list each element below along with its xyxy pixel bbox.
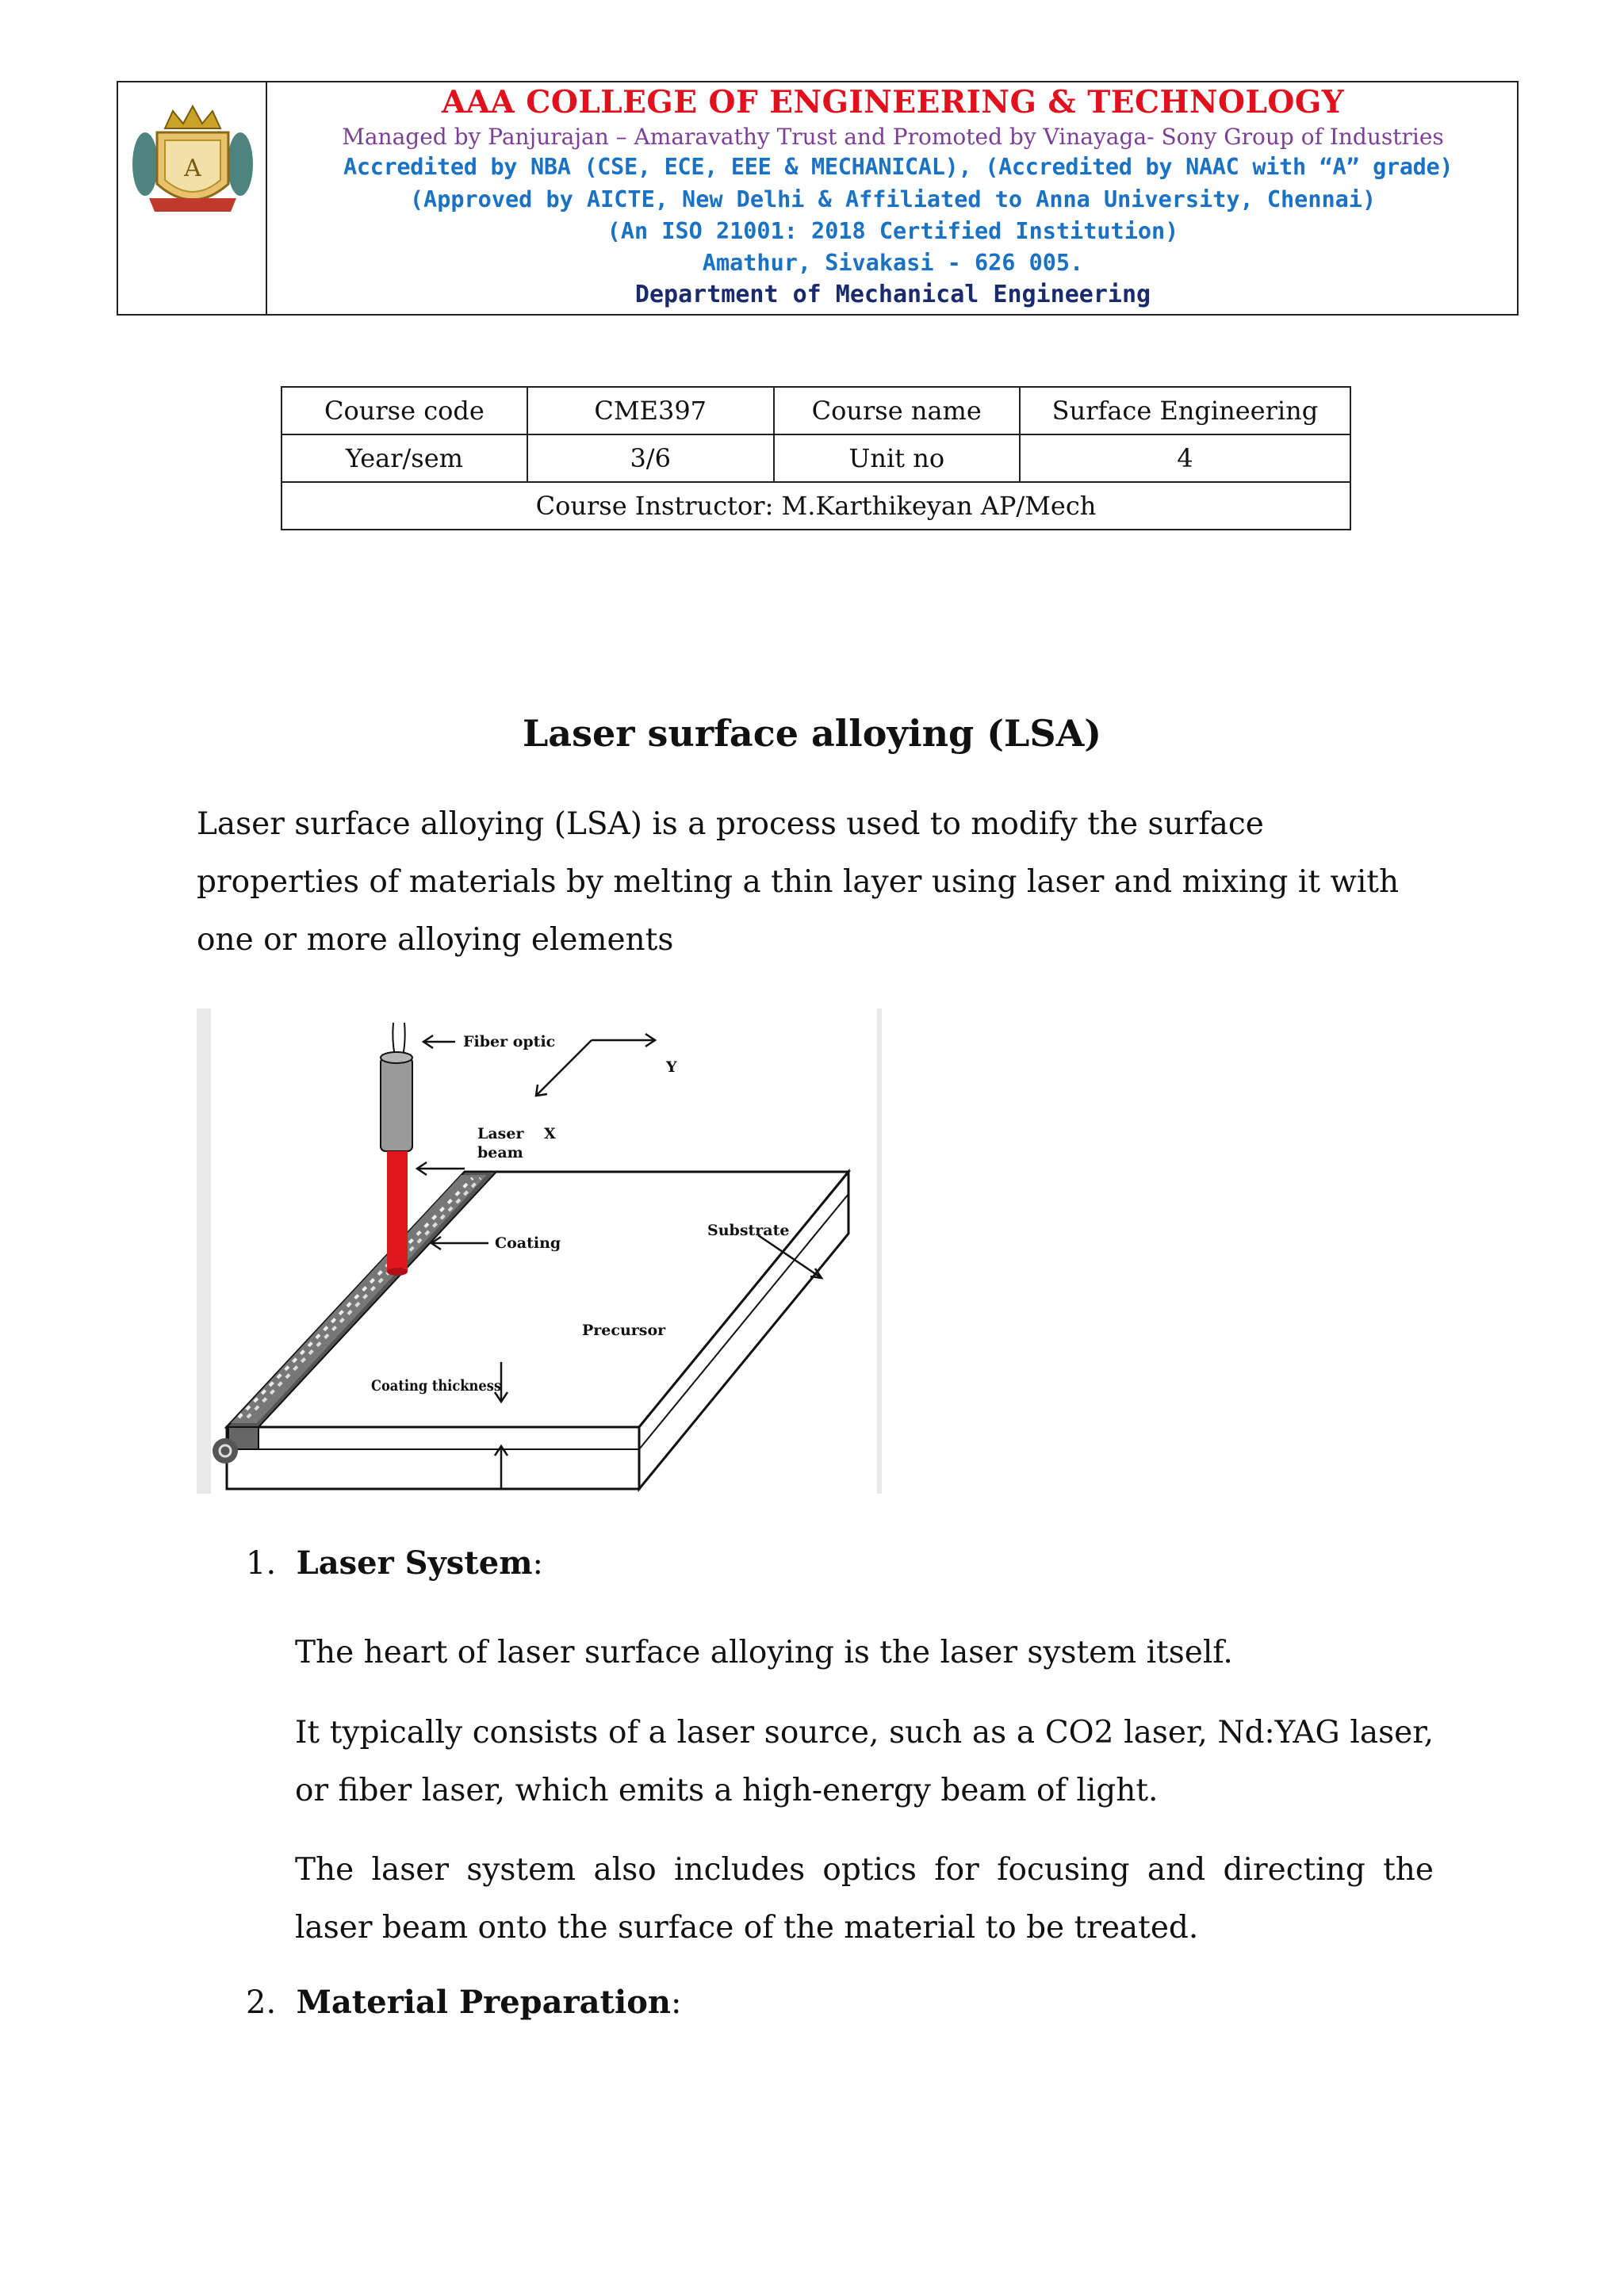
course-info-table [281,386,1351,530]
course-name-value: Surface Engineering [1020,387,1350,434]
managed-by: Managed by Panjurajan – Amaravathy Trust and Promoted by Vinayaga- Sony Group of Industries [342,124,1444,150]
accreditation: Accredited by NBA (CSE, ECE, EEE & MECHANICAL), (Accredited by NAAC with “A” grade) [343,154,1454,180]
label-coating: Coating [495,1234,561,1252]
table-row [282,387,1350,434]
page-title: Laser surface alloying (LSA) [522,712,1102,755]
list-number: 1. [246,1545,277,1582]
course-code-value: CME397 [527,387,774,434]
camera-icon [213,1438,238,1464]
approval: (Approved by AICTE, New Delhi & Affiliated to Anna University, Chennai) [409,186,1377,212]
label-axis-y: Y [666,1058,677,1076]
college-header [117,81,1519,316]
table-row [282,434,1350,482]
label-precursor: Precursor [582,1322,666,1339]
table-row [282,482,1350,530]
lsa-diagram [197,1008,882,1494]
label-coating-thickness: Coating thickness [371,1377,501,1395]
list-heading: Material Preparation [296,1984,671,2021]
label-fiber-optic: Fiber optic [463,1033,556,1050]
logo-cell [118,82,267,314]
paragraph: The laser system also includes optics for focusing and directing the laser beam onto the surface of the material to be treated. [295,1852,1434,1946]
paragraph: The heart of laser surface alloying is the laser system itself. [295,1635,1233,1670]
unit-label: Unit no [774,434,1020,482]
laser-beam [387,1151,408,1272]
intro-paragraph: Laser surface alloying (LSA) is a process used to modify the surface properties of materials by melting a thin layer using laser and mixing it with one or more alloying elements [197,806,1400,958]
course-instructor: Course Instructor: M.Karthikeyan AP/Mech [282,482,1350,530]
lsa-diagram-svg [211,1008,877,1494]
paragraph: It typically consists of a laser source, such as a CO2 laser, Nd:YAG laser, or fiber laser, which emits a high-energy beam of light. [295,1715,1434,1808]
unit-value: 4 [1020,434,1350,482]
list-item-laser-system: 1. Laser System: [246,1544,544,1582]
department: Department of Mechanical Engineering [634,281,1151,308]
year-sem-label: Year/sem [282,434,527,482]
label-laser: Laser [477,1125,524,1142]
iso-certification: (An ISO 21001: 2018 Certified Institution) [607,218,1179,244]
svg-text:A: A [184,155,201,182]
list-item-material-preparation: 2. Material Preparation: [246,1984,682,2021]
college-logo [129,97,256,303]
course-name-label: Course name [774,387,1020,434]
label-axis-x: X [544,1125,556,1142]
label-beam: beam [477,1144,523,1161]
list-number: 2. [246,1984,277,2021]
course-code-label: Course code [282,387,527,434]
address: Amathur, Sivakasi - 626 005. [702,250,1084,276]
college-name: AAA COLLEGE OF ENGINEERING & TECHNOLOGY [441,84,1345,121]
year-sem-value: 3/6 [527,434,774,482]
list-heading: Laser System [296,1544,533,1582]
label-substrate: Substrate [707,1222,790,1239]
